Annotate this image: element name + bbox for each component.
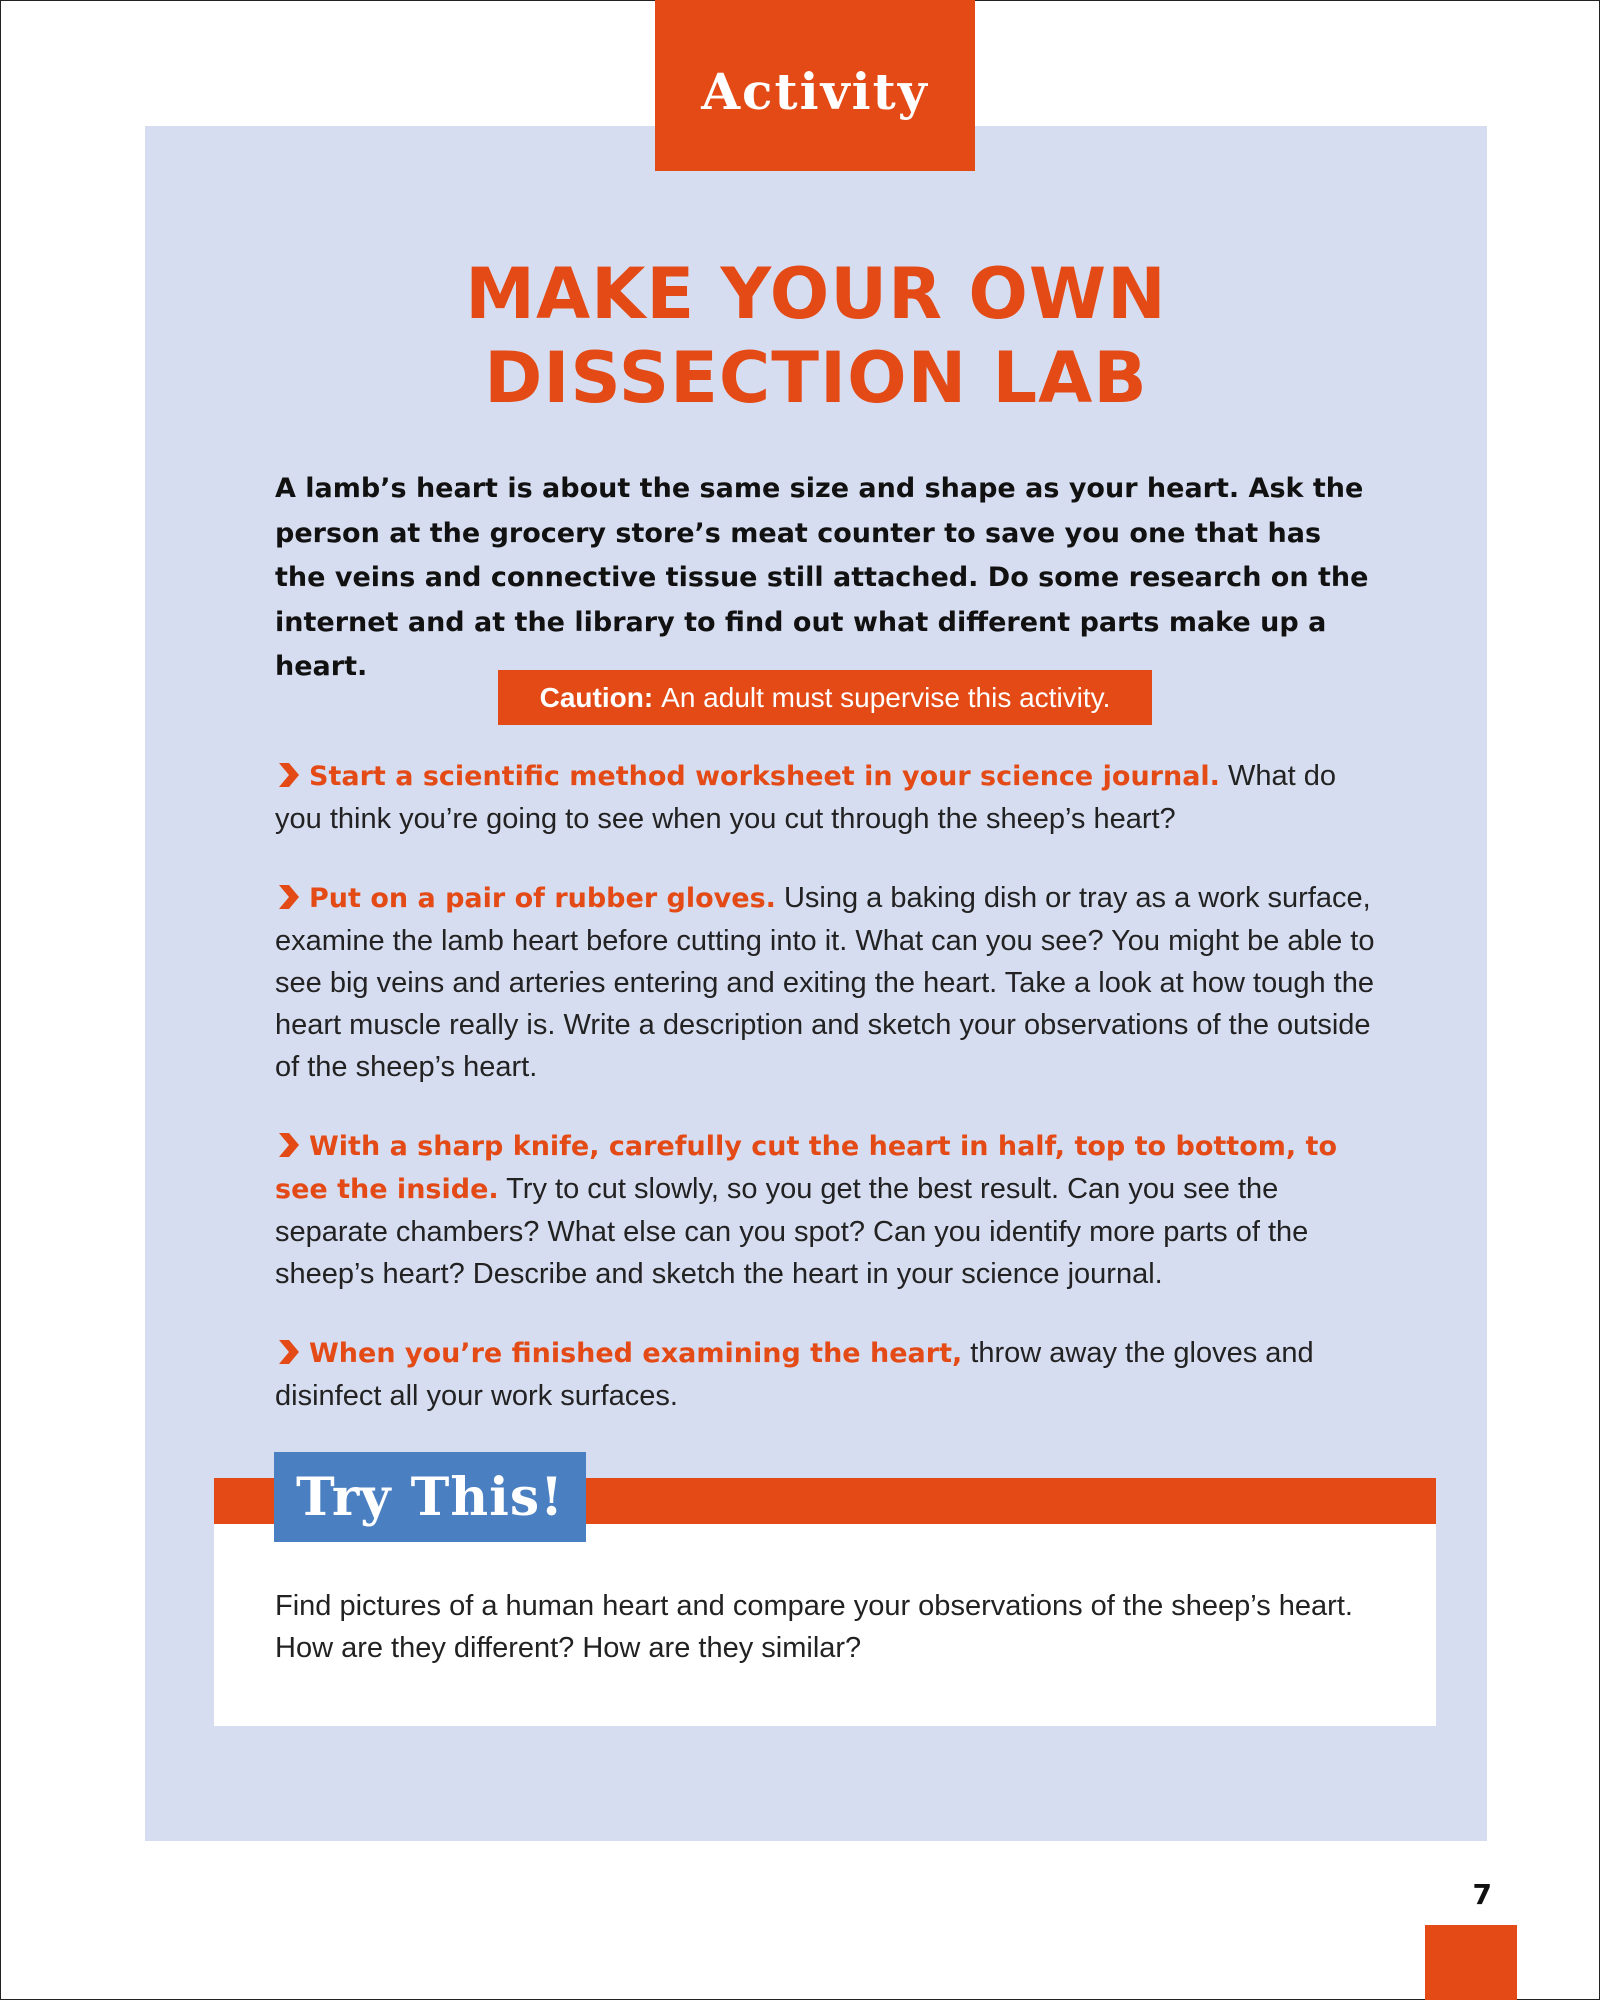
- caution-text: An adult must supervise this activity.: [661, 681, 1111, 713]
- step-lead: When you’re finished examining the heart,: [309, 1338, 963, 1369]
- step-body: Using a baking dish or tray as a work surface, examine the lamb heart before cutting into it. What can you see? You might be able to see big veins and arteries entering and exiting the heart. Take a look at how tough the heart muscle really is. Write a description and sketch your observations of the outside of the sheep’s heart.: [275, 882, 1375, 1083]
- intro-paragraph: A lamb’s heart is about the same size and shape as your heart. Ask the person at the grocery store’s meat counter to save you one that has the veins and connective tissue still attached. Do some research on the internet and at the library to find out what different parts make up a heart.: [275, 473, 1369, 682]
- step-lead: Put on a pair of rubber gloves.: [309, 883, 776, 914]
- try-this-text: Find pictures of a human heart and compare your observations of the sheep’s heart. How are they different? How are they similar?: [275, 1590, 1353, 1664]
- step-body: Try to cut slowly, so you get the best result. Can you see the separate chambers? What else can you spot? Can you identify more parts of the sheep’s heart? Describe and sketch the heart in your science journal.: [275, 1173, 1309, 1290]
- step-item: [275, 755, 1385, 840]
- caution-label: Caution:: [539, 681, 654, 713]
- chevron-right-icon: [275, 1337, 309, 1369]
- chevron-right-icon: [275, 760, 309, 792]
- step-item: [275, 877, 1385, 1088]
- corner-accent-block: [1425, 1925, 1517, 2000]
- title-line-1: MAKE YOUR OWN: [465, 253, 1167, 335]
- page-title: [145, 252, 1487, 420]
- caution-banner: [498, 670, 1152, 725]
- page-number: 7: [1472, 1878, 1492, 1911]
- steps-list: [275, 755, 1385, 1454]
- step-item: [275, 1125, 1385, 1295]
- step-item: [275, 1332, 1385, 1417]
- step-body: throw away the gloves and disinfect all your work surfaces.: [275, 1337, 1314, 1412]
- activity-header-tab: [655, 0, 975, 171]
- try-this-tab: [274, 1452, 586, 1542]
- activity-label: Activity: [701, 62, 929, 121]
- title-line-2: DISSECTION LAB: [484, 337, 1148, 419]
- chevron-right-icon: [275, 1130, 309, 1162]
- step-lead: With a sharp knife, carefully cut the heart in half, top to bottom, to see the inside.: [275, 1131, 1337, 1205]
- step-lead: Start a scientific method worksheet in your science journal.: [309, 761, 1220, 792]
- chevron-right-icon: [275, 882, 309, 914]
- try-this-label: Try This!: [296, 1466, 564, 1528]
- step-body: What do you think you’re going to see when you cut through the sheep’s heart?: [275, 760, 1336, 835]
